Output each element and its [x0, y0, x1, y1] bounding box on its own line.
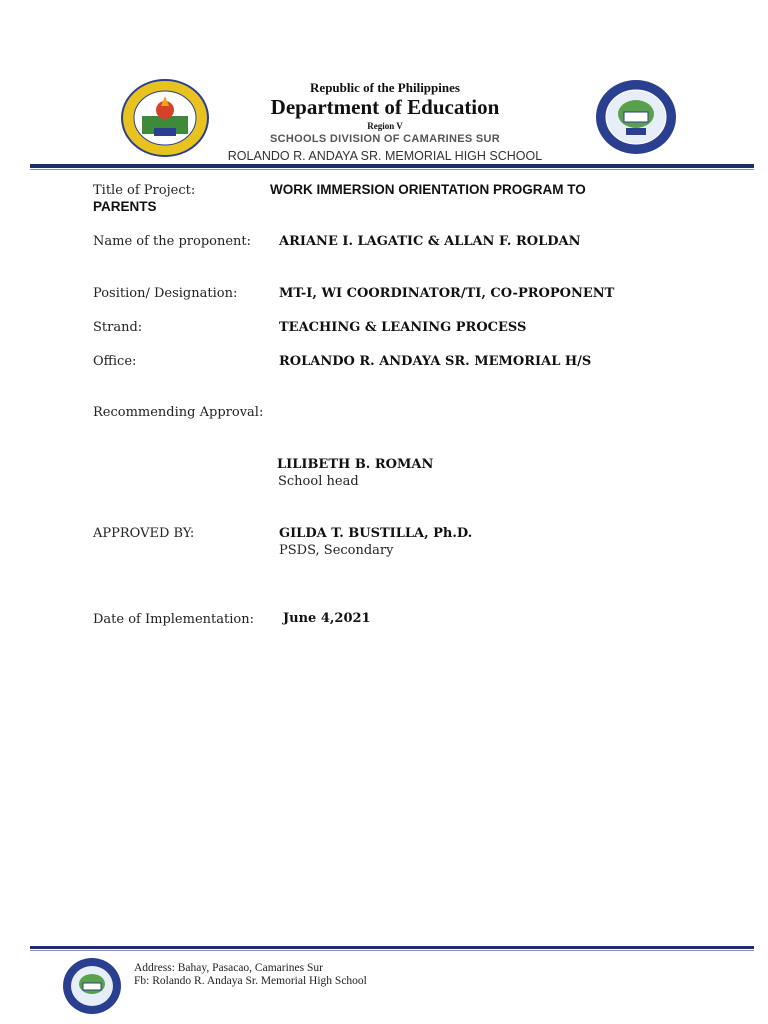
school-seal-logo [594, 78, 679, 156]
footer-school-seal-logo [62, 957, 122, 1015]
position-value: MT-I, WI COORDINATOR/TI, CO-PROPONENT [279, 286, 615, 301]
office-label: Office: [93, 354, 137, 369]
office-value: ROLANDO R. ANDAYA SR. MEMORIAL H/S [279, 354, 592, 369]
strand-value: TEACHING & LEANING PROCESS [279, 320, 527, 335]
approved-label: APPROVED BY: [93, 526, 195, 541]
proponent-value: ARIANE I. LAGATIC & ALLAN F. ROLDAN [279, 234, 581, 249]
division-heading: SCHOOLS DIVISION OF CAMARINES SUR [270, 133, 500, 145]
title-label: Title of Project: [93, 183, 196, 198]
header-divider-thin [30, 169, 754, 170]
header-divider [30, 164, 754, 168]
strand-label: Strand: [93, 320, 143, 335]
date-value: June 4,2021 [283, 611, 371, 626]
footer-divider-thin [30, 950, 754, 951]
department-heading: Department of Education [270, 95, 500, 119]
recommender-name: LILIBETH B. ROMAN [277, 457, 434, 472]
proponent-label: Name of the proponent: [93, 234, 252, 249]
footer-address: Address: Bahay, Pasacao, Camarines Sur [134, 962, 323, 974]
republic-heading: Republic of the Philippines [310, 80, 460, 95]
recommending-label: Recommending Approval: [93, 405, 264, 420]
title-value-line1: WORK IMMERSION ORIENTATION PROGRAM TO [270, 182, 586, 197]
title-value-line2: PARENTS [93, 199, 157, 214]
recommender-title: School head [278, 474, 359, 489]
region-heading: Region V [367, 121, 403, 131]
footer-divider [30, 946, 754, 949]
school-heading: ROLANDO R. ANDAYA SR. MEMORIAL HIGH SCHOOL [227, 149, 543, 163]
approver-name: GILDA T. BUSTILLA, Ph.D. [279, 526, 473, 541]
position-label: Position/ Designation: [93, 286, 238, 301]
approver-title: PSDS, Secondary [279, 543, 394, 558]
footer-facebook: Fb: Rolando R. Andaya Sr. Memorial High School [134, 975, 367, 987]
date-label: Date of Implementation: [93, 612, 254, 627]
